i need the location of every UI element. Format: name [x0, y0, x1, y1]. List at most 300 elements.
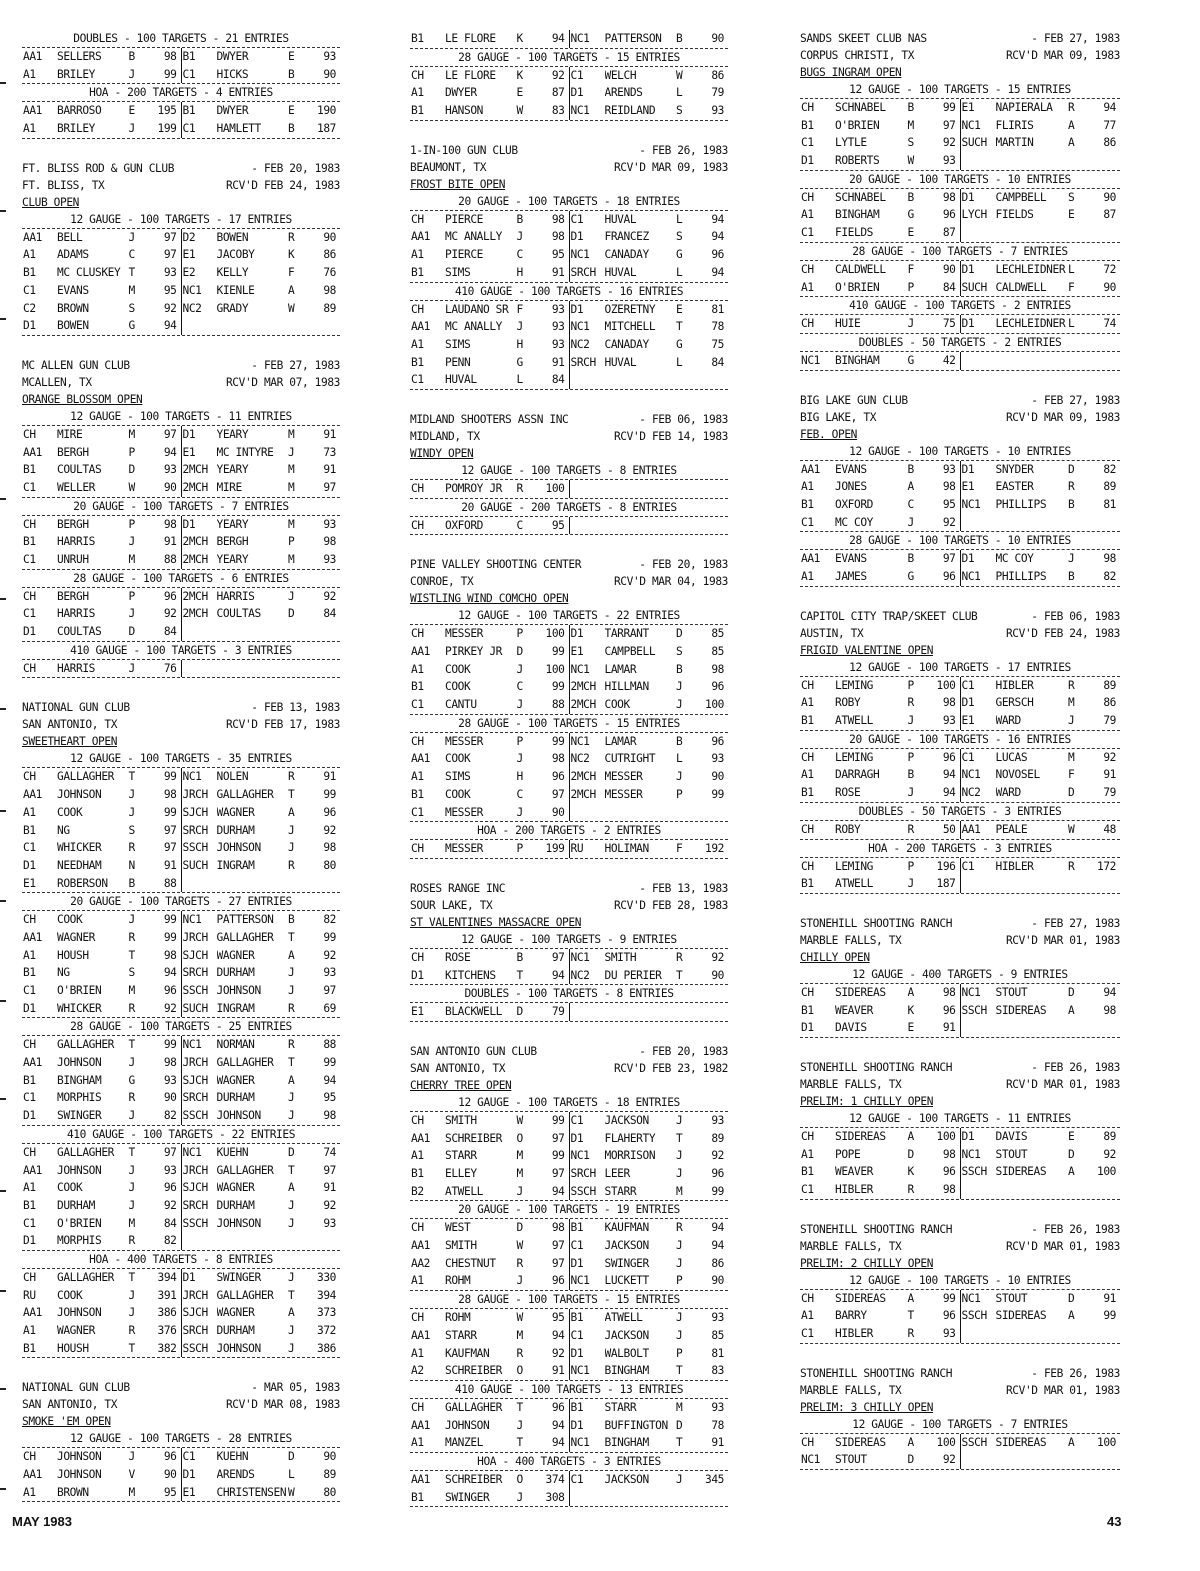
shooter-class: W [516, 1239, 523, 1253]
score: 95 [551, 248, 565, 262]
result-row [410, 1130, 728, 1148]
class-code: SRCH [182, 1091, 208, 1105]
event-title: HOA - 400 TARGETS - 3 ENTRIES [410, 1453, 728, 1471]
shooter-class [1068, 1019, 1082, 1037]
result-row [22, 929, 340, 947]
class-code: B1 [801, 1165, 814, 1179]
shooter-name: PATTERSON [216, 913, 274, 927]
result-entry [410, 625, 570, 643]
shooter-class: J [128, 607, 135, 621]
shooter-class [676, 1003, 690, 1021]
result-entry [22, 282, 182, 300]
shooter-class: R [907, 822, 914, 836]
shooter-name: INGRAM [216, 1001, 255, 1015]
shooter-name: GERSCH [995, 696, 1034, 710]
result-row [800, 1181, 1120, 1200]
score: 84 [323, 607, 336, 621]
shoot-date: - FEB 27, 1983 [1031, 916, 1120, 930]
shooter-name: INGRAM [216, 858, 255, 872]
result-row [22, 317, 340, 336]
shooter-class: T [288, 1288, 295, 1302]
club-name: BIG LAKE GUN CLUB [800, 393, 908, 407]
class-code: SRCH [570, 265, 596, 279]
result-row [410, 301, 728, 319]
shooter-name [217, 623, 289, 641]
score: 89 [1103, 678, 1116, 692]
result-entry [182, 1304, 341, 1322]
shooter-class: J [907, 515, 914, 529]
shooter-class: R [907, 1183, 914, 1196]
result-entry [961, 712, 1121, 730]
club-name: PINE VALLEY SHOOTING CENTER [410, 558, 582, 572]
event-title: 20 GAUGE - 100 TARGETS - 27 ENTRIES [22, 893, 340, 911]
shooter-name: JONES [835, 480, 867, 494]
shooter-class: W [516, 1311, 523, 1325]
shooter-name [605, 804, 677, 822]
class-code: B1 [570, 1221, 584, 1235]
result-row [22, 1215, 340, 1233]
shooter-name: STOUT [995, 1147, 1028, 1161]
shooter-class: R [288, 858, 295, 872]
shooter-name: ATWELL [835, 714, 874, 728]
score: 94 [551, 968, 565, 982]
shooter-name: JACKSON [604, 1472, 649, 1486]
result-entry [570, 30, 729, 48]
score: 98 [323, 1109, 336, 1123]
shooter-name: JOHNSON [57, 1306, 102, 1320]
result-entry [182, 246, 341, 264]
shooter-name: SCHNABEL [835, 101, 886, 114]
result-entry [570, 84, 729, 102]
score: 99 [163, 805, 177, 819]
class-code: A1 [23, 122, 36, 136]
result-entry [570, 246, 729, 264]
class-code: CH [411, 627, 424, 641]
result-row [410, 786, 728, 804]
result-entry [410, 1309, 570, 1327]
result-entry [182, 1179, 341, 1197]
page-number: 43 [1107, 1514, 1122, 1529]
result-row [800, 694, 1120, 712]
shooter-name: O'BRIEN [835, 118, 880, 132]
score [302, 660, 340, 678]
club-result [800, 1059, 1120, 1200]
score: 93 [323, 1216, 336, 1230]
shooter-class: S [676, 230, 683, 244]
result-entry [800, 1290, 961, 1308]
club-header-line [800, 1255, 1120, 1272]
shoot-date: - FEB 27, 1983 [1031, 32, 1120, 45]
score: 79 [1103, 714, 1116, 728]
score: 93 [711, 1113, 724, 1127]
shooter-class: J [676, 1256, 683, 1270]
results-column-3 [800, 30, 1120, 1491]
club-header-line [22, 374, 340, 391]
score: 97 [163, 823, 177, 837]
shooter-name: HUVAL [604, 265, 637, 279]
shooter-class: P [128, 445, 135, 459]
result-row [22, 786, 340, 804]
shooter-class: T [128, 1341, 135, 1355]
score: 89 [323, 1468, 336, 1482]
shooter-name: NG [57, 823, 70, 837]
class-code: D1 [182, 427, 196, 441]
club-header-line [410, 1043, 728, 1060]
class-code: D1 [411, 968, 424, 982]
class-code: A1 [801, 1309, 814, 1323]
result-entry [22, 1179, 182, 1197]
score: 345 [704, 1472, 724, 1486]
shooter-name: WELLER [57, 480, 96, 494]
shooter-name: SWINGER [604, 1256, 649, 1270]
result-entry [22, 1448, 182, 1466]
shooter-class: K [516, 68, 523, 82]
class-code: 2MCH [182, 535, 208, 549]
score: 98 [942, 1183, 956, 1196]
shooter-class: M [128, 1216, 135, 1230]
score: 382 [157, 1341, 177, 1355]
score: 86 [711, 68, 724, 82]
shooter-class: M [907, 118, 914, 132]
result-entry [182, 102, 341, 120]
shooter-name: YEARY [216, 517, 249, 531]
score: 94 [163, 445, 177, 459]
shooter-name: BERGH [216, 535, 249, 549]
shooter-class: T [676, 1436, 683, 1450]
result-row [22, 964, 340, 982]
shooter-name: WAGNER [57, 1324, 96, 1337]
event-title: DOUBLES - 50 TARGETS - 2 ENTRIES [800, 334, 1120, 352]
shooter-class: W [907, 154, 914, 168]
score: 97 [551, 787, 565, 801]
score: 372 [316, 1324, 336, 1337]
result-entry [961, 1434, 1121, 1452]
result-entry [410, 1327, 570, 1345]
result-entry [961, 279, 1121, 297]
score: 93 [551, 302, 565, 316]
shooter-name: KAUFMAN [604, 1221, 649, 1235]
score: 97 [551, 1131, 565, 1145]
result-entry [800, 189, 961, 207]
score: 96 [942, 208, 956, 222]
result-entry [182, 822, 341, 840]
event-title: 12 GAUGE - 100 TARGETS - 10 ENTRIES [800, 1272, 1120, 1290]
club-header-line [800, 47, 1120, 64]
shooter-name: COULTAS [57, 625, 102, 639]
class-code: AA2 [411, 1256, 431, 1270]
result-row [800, 117, 1120, 135]
result-row [800, 152, 1120, 171]
club-result [410, 556, 728, 859]
shooter-name: ROHM [445, 1274, 471, 1288]
class-code: CH [23, 1270, 36, 1284]
result-row [410, 1471, 728, 1489]
class-code: CH [801, 1435, 814, 1449]
score: 42 [942, 353, 956, 367]
shooter-name: HIBLER [835, 1327, 874, 1341]
class-code: NC1 [570, 950, 590, 964]
score: 96 [551, 1400, 565, 1414]
club-header-line [22, 194, 340, 211]
class-code: B1 [801, 118, 814, 132]
class-code: AA1 [23, 930, 43, 944]
class-code: SUCH [961, 280, 987, 294]
shooter-name: WAGNER [216, 805, 255, 819]
result-entry [570, 1147, 729, 1165]
result-entry [961, 478, 1121, 496]
result-entry [800, 478, 961, 496]
result-row [410, 625, 728, 643]
shooter-name: ATWELL [835, 877, 874, 891]
shooter-name: HIBLER [835, 1183, 874, 1196]
shooter-name: ROSE [445, 950, 471, 964]
class-code [961, 875, 996, 893]
shoot-name: PRELIM: 1 CHILLY OPEN [800, 1094, 934, 1108]
result-entry [570, 840, 729, 858]
shooter-name: JOHNSON [57, 1468, 102, 1482]
score: 94 [163, 319, 177, 333]
score: 99 [163, 930, 177, 944]
result-entry [182, 605, 341, 623]
received-date: RCV'D MAR 08, 1983 [225, 1398, 340, 1412]
result-row [800, 1325, 1120, 1344]
shooter-name: WELCH [604, 68, 637, 82]
shooter-class: R [516, 1346, 523, 1360]
score: 199 [157, 122, 177, 136]
score: 91 [163, 535, 177, 549]
class-code [570, 517, 605, 535]
shooter-class: J [128, 1056, 135, 1070]
shooter-class: J [128, 1306, 135, 1320]
shoot-date: - FEB 20, 1983 [639, 558, 728, 572]
shooter-class: J [128, 1163, 135, 1177]
class-code: D2 [182, 230, 196, 244]
shooter-class: J [676, 1239, 683, 1253]
result-entry [22, 516, 182, 534]
class-code: C1 [411, 373, 424, 387]
shooter-class: M [516, 1167, 523, 1180]
shooter-name: SIDEREAS [835, 1129, 886, 1143]
shooter-class [288, 660, 302, 678]
shooter-name: HIBLER [995, 859, 1034, 873]
event-title: 12 GAUGE - 100 TARGETS - 9 ENTRIES [410, 931, 728, 949]
result-entry [22, 1107, 182, 1125]
result-entry [22, 461, 182, 479]
result-row [22, 516, 340, 534]
score: 92 [323, 823, 336, 837]
class-code: E1 [961, 480, 975, 494]
shooter-name: WAGNER [216, 1306, 255, 1320]
score: 91 [711, 1436, 724, 1450]
result-row [22, 1484, 340, 1503]
score: 92 [163, 301, 177, 315]
result-entry [182, 66, 341, 84]
result-entry [22, 1466, 182, 1484]
club-result [800, 608, 1120, 894]
shooter-class: R [128, 930, 135, 944]
class-code [570, 1489, 605, 1507]
shooter-class: L [676, 265, 683, 279]
shooter-class: T [676, 968, 683, 982]
result-entry [570, 625, 729, 643]
result-row [800, 858, 1120, 876]
margin-tick [0, 1098, 6, 1100]
shooter-class: M [128, 984, 135, 997]
shooter-name: GALLAGHER [216, 1163, 274, 1177]
shooter-class: S [1068, 190, 1075, 204]
club-header-line [800, 1093, 1120, 1110]
result-entry [182, 1484, 341, 1502]
score: 94 [551, 1418, 565, 1432]
score: 98 [551, 212, 565, 226]
score: 99 [551, 645, 565, 658]
shooter-name: NORMAN [216, 1038, 255, 1052]
class-code: B1 [411, 104, 424, 118]
received-date: RCV'D MAR 01, 1983 [1005, 1239, 1120, 1253]
event-title: 12 GAUGE - 100 TARGETS - 15 ENTRIES [800, 81, 1120, 99]
class-code: B1 [182, 104, 196, 118]
club-name: 1-IN-100 GUN CLUB [410, 143, 518, 157]
result-entry [22, 1340, 182, 1358]
class-code: C1 [23, 1216, 36, 1230]
result-row [410, 1399, 728, 1417]
shoot-date: - FEB 13, 1983 [251, 701, 340, 715]
result-entry [800, 1181, 961, 1199]
result-entry [410, 1399, 570, 1417]
issue-date: MAY 1983 [12, 1514, 72, 1529]
class-code: CH [801, 317, 814, 331]
result-row [410, 967, 728, 986]
score: 97 [551, 950, 565, 964]
score: 195 [157, 104, 177, 118]
shooter-name: KAUFMAN [445, 1346, 490, 1360]
result-entry [800, 99, 961, 117]
result-row [22, 1269, 340, 1287]
result-entry [22, 875, 182, 893]
shoot-name: PRELIM: 3 CHILLY OPEN [800, 1400, 934, 1414]
result-entry [182, 660, 341, 678]
shooter-name: SIMS [445, 337, 471, 351]
score: 98 [711, 662, 724, 676]
class-code: AA1 [23, 104, 43, 118]
result-entry [570, 1327, 729, 1345]
event-title: 28 GAUGE - 100 TARGETS - 10 ENTRIES [800, 532, 1120, 550]
event-title: 20 GAUGE - 100 TARGETS - 19 ENTRIES [410, 1201, 728, 1219]
result-row [800, 279, 1120, 298]
shoot-date: - FEB 26, 1983 [1031, 1060, 1120, 1074]
class-code: B1 [23, 1341, 36, 1355]
result-row [410, 768, 728, 786]
result-entry [22, 1232, 182, 1250]
class-code: B1 [23, 463, 36, 477]
score: 97 [163, 248, 177, 262]
result-row [410, 840, 728, 859]
shooter-class: S [128, 301, 135, 315]
club-header-line [800, 608, 1120, 625]
shooter-class: J [676, 1472, 683, 1486]
result-entry [182, 1287, 341, 1305]
score: 100 [936, 1435, 956, 1449]
result-row [22, 911, 340, 929]
club-name: STONEHILL SHOOTING RANCH [800, 1222, 953, 1236]
club-name: STONEHILL SHOOTING RANCH [800, 916, 953, 930]
shooter-name: JAMES [835, 570, 867, 583]
result-row [410, 643, 728, 661]
class-code: B1 [570, 1311, 584, 1325]
class-code: CH [411, 302, 424, 316]
score: 96 [711, 1167, 724, 1180]
result-entry [800, 152, 961, 170]
score: 72 [1103, 262, 1116, 276]
shooter-class: J [128, 230, 135, 244]
score [690, 371, 728, 389]
shoot-name: ST VALENTINES MASSACRE OPEN [410, 915, 582, 929]
shooter-name [996, 514, 1069, 532]
class-code: E2 [182, 266, 196, 280]
margin-tick [0, 1488, 6, 1490]
club-header-line [800, 625, 1120, 642]
result-entry [570, 354, 729, 372]
event-title: HOA - 200 TARGETS - 3 ENTRIES [800, 840, 1120, 858]
result-row [410, 678, 728, 696]
score: 98 [942, 190, 956, 204]
shooter-name: EVANS [835, 462, 867, 476]
club-result [800, 30, 1120, 371]
shooter-class: B [128, 876, 135, 890]
score: 97 [323, 984, 336, 997]
score: 88 [163, 876, 177, 890]
score: 96 [711, 734, 724, 748]
result-row [410, 1219, 728, 1237]
shooter-class: J [128, 535, 135, 549]
score: 82 [163, 1234, 177, 1248]
shooter-name: O'BRIEN [57, 1216, 102, 1230]
shooter-name: HUVAL [604, 355, 637, 369]
shooter-class: H [516, 265, 523, 279]
result-row [800, 496, 1120, 514]
shooter-class: M [288, 427, 295, 441]
result-row [800, 568, 1120, 587]
score: 99 [1103, 1309, 1116, 1323]
class-code: NC1 [570, 1149, 590, 1163]
shooter-class: D [1068, 1147, 1075, 1161]
shooter-class [1068, 1181, 1082, 1199]
class-code: A1 [801, 280, 814, 294]
result-entry [22, 947, 182, 965]
result-row [22, 229, 340, 247]
result-entry [22, 533, 182, 551]
shooter-name [605, 480, 677, 498]
result-entry [800, 749, 961, 767]
result-entry [182, 533, 341, 551]
shooter-class: R [128, 1001, 135, 1015]
result-entry [182, 426, 341, 444]
received-date: RCV'D MAR 07, 1983 [225, 375, 340, 389]
score: 92 [163, 1198, 177, 1212]
result-row [800, 1451, 1120, 1470]
result-row [22, 444, 340, 462]
club-header-line [22, 357, 340, 374]
shooter-class: T [128, 1270, 135, 1284]
shoot-name: WISTLING WIND COMCHO OPEN [410, 592, 569, 606]
result-entry [570, 1471, 729, 1489]
result-row [22, 982, 340, 1000]
club-header-line [800, 30, 1120, 47]
score: 83 [551, 104, 565, 118]
shooter-class: A [907, 1435, 914, 1449]
class-code: SRCH [182, 1324, 208, 1337]
class-code: A1 [23, 1485, 36, 1499]
